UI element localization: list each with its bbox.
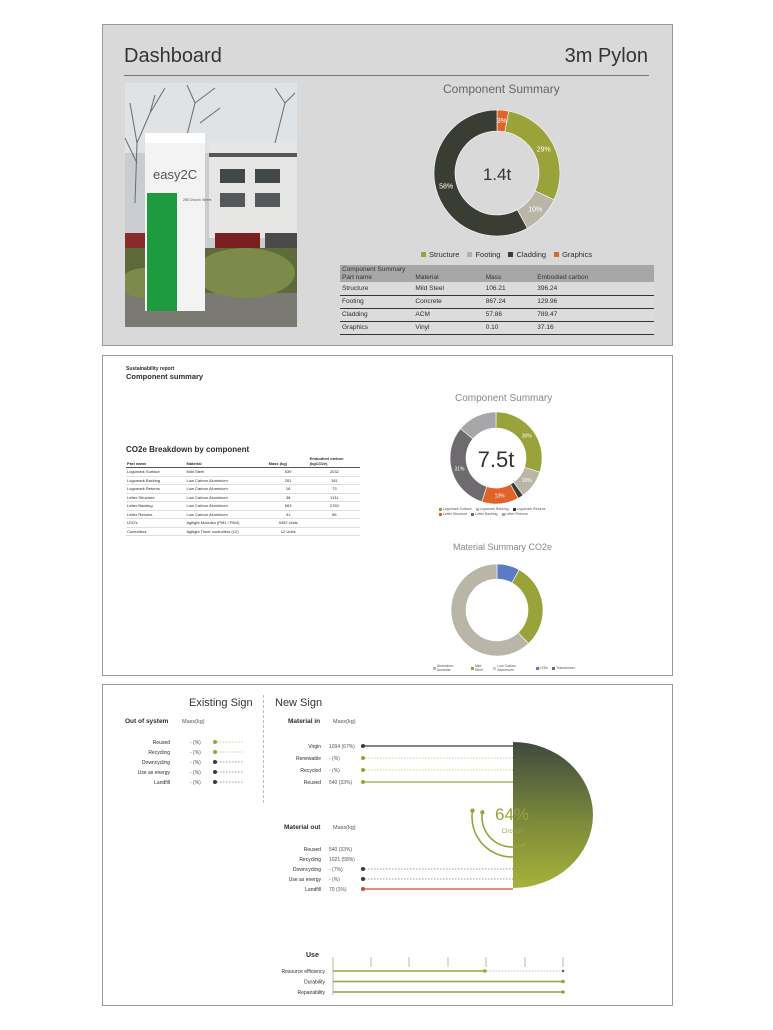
row-label: Use as energy (137, 770, 170, 776)
donut-slice-label: 29% (536, 146, 551, 154)
title-divider (124, 75, 649, 76)
table-row: Letter Returns Low Carbon Aluminium 31 86 (126, 510, 360, 519)
donut-center-label: 7.5t (477, 447, 515, 472)
legend-item: Letter Backing (471, 512, 497, 516)
component-summary-title: Component Summary (443, 82, 560, 96)
row-label: Recycling (148, 750, 170, 756)
legend-item: Logomark Surface (439, 507, 472, 511)
table-row: Letter Backing Low Carbon Aluminium 663 2763 (126, 502, 360, 511)
row-label: Downcycling (141, 760, 170, 766)
pylon-sign (145, 133, 211, 311)
pylon-photo (125, 83, 297, 327)
row-value: 70 (1%) (329, 887, 347, 893)
circular-value: 64% (494, 805, 530, 824)
use-row-label: Repairability (297, 990, 325, 996)
row-label: Use as energy (288, 877, 321, 883)
material-summary-title: Material Summary CO2e (453, 542, 553, 552)
row-dot (361, 768, 365, 772)
row-label: Downcycling (292, 867, 321, 873)
circularity-graphic (103, 685, 674, 1007)
row-value: - (7%) (329, 867, 343, 873)
row-label: Reused (303, 780, 321, 786)
row-dot (213, 770, 217, 774)
material-donut (449, 562, 545, 658)
legend-item: Graphics (554, 250, 592, 259)
donut-slice (512, 570, 543, 644)
table-row: Logomark Returns Low Carbon Aluminium 18 73 (126, 485, 360, 494)
row-value: 1021 (58%) (329, 857, 355, 863)
col-header: Mass (kg) (268, 455, 309, 468)
table-row: Letter Structure Low Carbon Aluminium 38 1131 (126, 493, 360, 502)
donut-slice-label: 3% (496, 118, 508, 126)
component-legend (421, 250, 592, 259)
use-bar-end (483, 969, 487, 973)
legend-item: Footing (467, 250, 500, 259)
row-dot (361, 780, 365, 784)
dashboard-title: Dashboard (124, 45, 222, 67)
row-dot (361, 887, 365, 891)
use-row-label: Resource efficiency (281, 969, 325, 975)
legend-swatch (421, 252, 426, 257)
use-heading: Use (306, 952, 319, 959)
mass-label: Mass(kg) (182, 719, 205, 725)
legend-item: Transformer (552, 664, 575, 672)
dashboard-panel (102, 24, 673, 346)
material-out-label: Material out (284, 824, 321, 831)
donut-slice-label: 30% (521, 433, 532, 440)
mass-label: Mass(kg) (333, 719, 356, 725)
row-dot (361, 877, 365, 881)
col-header: Material (413, 273, 483, 282)
mass-label: Mass(kg) (333, 825, 356, 831)
col-header: Part name (340, 273, 413, 282)
table-row: Logomark Backing Low Carbon Aluminium 261 181 (126, 476, 360, 485)
row-value: - (%) (190, 740, 201, 746)
use-bar-max (562, 970, 564, 972)
col-header: Part name (126, 455, 186, 468)
col-header: Mass (484, 273, 536, 282)
donut-slice (505, 111, 560, 200)
report-title: Component summary (126, 372, 204, 381)
existing-sign-heading: Existing Sign (189, 697, 253, 709)
row-label: Landfill (305, 887, 321, 893)
arc-end-dot (480, 810, 484, 814)
component-summary-table (340, 265, 654, 335)
row-value: 540 (33%) (329, 847, 353, 853)
row-label: Renewable (295, 756, 321, 762)
new-sign-heading: New Sign (275, 697, 323, 709)
table-row: Cladding ACM 57.86 789.47 (340, 308, 654, 321)
legend-item: Logomark Returns (513, 507, 546, 511)
col-header: Embodied carbon (535, 273, 654, 282)
row-value: - (%) (329, 877, 340, 883)
donut-slice-label: 10% (528, 206, 543, 214)
circular-label: Circular (501, 829, 523, 835)
table-row: Structure Mild Steel 106.21 396.24 (340, 282, 654, 295)
row-label: Virgin (308, 744, 321, 750)
row-value: - (%) (329, 768, 340, 774)
legend-item: Low Carbon Aluminium (493, 664, 531, 672)
row-value: 1094 (67%) (329, 744, 355, 750)
row-dot (213, 780, 217, 784)
row-dot (213, 760, 217, 764)
row-value: - (%) (190, 780, 201, 786)
row-value: - (%) (329, 756, 340, 762)
legend-item: Aluminium, Australia (433, 664, 467, 672)
row-label: Recycling (299, 857, 321, 863)
table-super-header: Component Summary (340, 265, 654, 273)
report-component-donut (448, 410, 544, 506)
donut-slice-label: 31% (454, 466, 465, 473)
use-row-label: Durability (304, 979, 325, 986)
legend-swatch (467, 252, 472, 257)
report-panel (102, 355, 673, 676)
row-label: Recycled (300, 768, 321, 774)
row-dot (361, 744, 365, 748)
report-kicker: Sustainability report (126, 366, 175, 372)
col-header: Material (186, 455, 268, 468)
row-value: - (%) (190, 760, 201, 766)
row-value: - (%) (190, 750, 201, 756)
row-dot (361, 756, 365, 760)
table-row: Logomark Surface Mild Steel 539 2032 (126, 468, 360, 477)
use-bar-end (561, 980, 565, 984)
table-row: Graphics Vinyl 0.10 37.16 (340, 321, 654, 334)
row-dot (361, 867, 365, 871)
material-legend (433, 664, 575, 672)
component-summary-title: Component Summary (455, 393, 553, 404)
breakdown-heading: CO2e Breakdown by component (126, 445, 250, 454)
legend-item: LEDs (536, 664, 549, 672)
legend-item: Mild Steel (471, 664, 489, 672)
donut-center-label: 1.4t (482, 165, 512, 184)
legend-item: Letter Structure (439, 512, 467, 516)
donut-slice-label: 58% (439, 183, 454, 191)
component-donut (428, 104, 568, 244)
donut-slice-label: 10% (521, 478, 532, 485)
legend-item: Letter Returns (502, 512, 528, 516)
row-value: 540 (33%) (329, 780, 353, 786)
legend-swatch (554, 252, 559, 257)
legend-swatch (508, 252, 513, 257)
table-row: Footing Concrete 867.24 129.96 (340, 295, 654, 308)
sign-address: 285 Church Street (183, 198, 212, 202)
table-row: LED's Agilight Modules (PM1 / PM4) 9492 Units (126, 519, 360, 528)
col-header: Embodied carbon (kgCO2e) (309, 455, 360, 468)
out-of-system-label: Out of system (125, 718, 169, 725)
legend-item: Logomark Backing (476, 507, 509, 511)
row-label: Reused (303, 847, 321, 853)
row-dot (213, 750, 217, 754)
legend-item: Structure (421, 250, 459, 259)
sign-brand: easy2C (153, 167, 198, 182)
material-in-label: Material in (288, 718, 321, 725)
dashboard-subject: 3m Pylon (564, 45, 648, 67)
row-label: Landfill (154, 780, 170, 786)
legend-item: Cladding (508, 250, 546, 259)
report-component-legend (439, 507, 551, 516)
table-row: Controllers Agilight Timer controllers (12) 12 Units (126, 527, 360, 536)
donut-slice-label: 13% (494, 493, 505, 500)
row-dot (213, 740, 217, 744)
row-label: Reused (152, 740, 170, 746)
arc-end-dot (470, 809, 474, 813)
circularity-panel (102, 684, 673, 1006)
row-value: - (%) (190, 770, 201, 776)
co2-breakdown-table (126, 455, 360, 536)
use-bar-end (561, 990, 565, 994)
